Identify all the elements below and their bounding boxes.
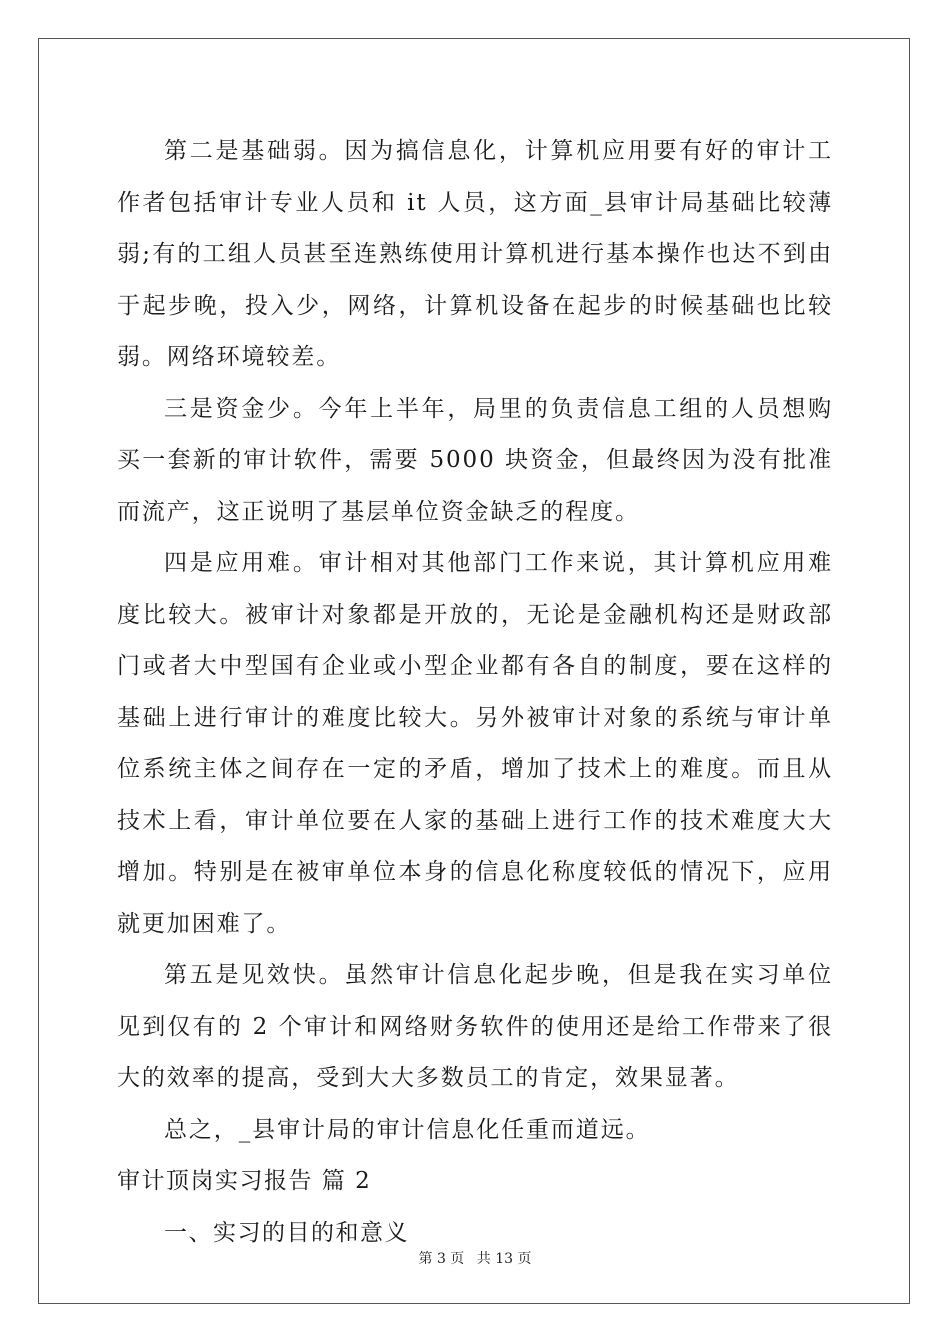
paragraph-application-hard: 四是应用难。审计相对其他部门工作来说，其计算机应用难度比较大。被审计对象都是开放的，无论是金融机构还是财政部门或者大中型国有企业或小型企业都有各自的制度，要在这样的基础上进行审计的难度比较大。另外被审计对象的系统与审计单位系统主体之间存在一定的矛盾，增加了技术上的难度。而且从技术上看，审计单位要在人家的基础上进行工作的技术难度大大增加。特别是在被审单位本身的信息化称度较低的情况下，应用就更加困难了。: [117, 550, 833, 937]
paragraph-conclusion: 总之，_县审计局的审计信息化任重而道远。: [164, 1116, 651, 1143]
section-heading: 审计顶岗实习报告 篇 2: [117, 1168, 372, 1194]
paragraph-funds-short: 三是资金少。今年上半年，局里的负责信息工组的人员想购买一套新的审计软件，需要 5000 块资金，但最终因为没有批准而流产，这正说明了基层单位资金缺乏的程度。: [117, 395, 833, 525]
page-number-current: 第 3 页: [418, 1251, 465, 1267]
paragraph-basic-weak: 第二是基础弱。因为搞信息化，计算机应用要有好的审计工作者包括审计专业人员和 it 人员，这方面_县审计局基础比较薄弱;有的工组人员甚至连熟练使用计算机进行基本操作也达不到由于起步晚，投入少，网络，计算机设备在起步的时候基础也比较弱。网络环境较差。: [117, 138, 833, 370]
page-number-total: 共 13 页: [476, 1251, 532, 1267]
paragraph-quick-effect: 第五是见效快。虽然审计信息化起步晚，但是我在实习单位见到仅有的 2 个审计和网络财务软件的使用还是给工作带来了很大的效率的提高，受到大大多数员工的肯定，效果显著。: [117, 962, 833, 1091]
page-footer: [0, 1248, 950, 1268]
subsection-heading: 一、实习的目的和意义: [164, 1219, 409, 1246]
document-body: [117, 126, 833, 1259]
